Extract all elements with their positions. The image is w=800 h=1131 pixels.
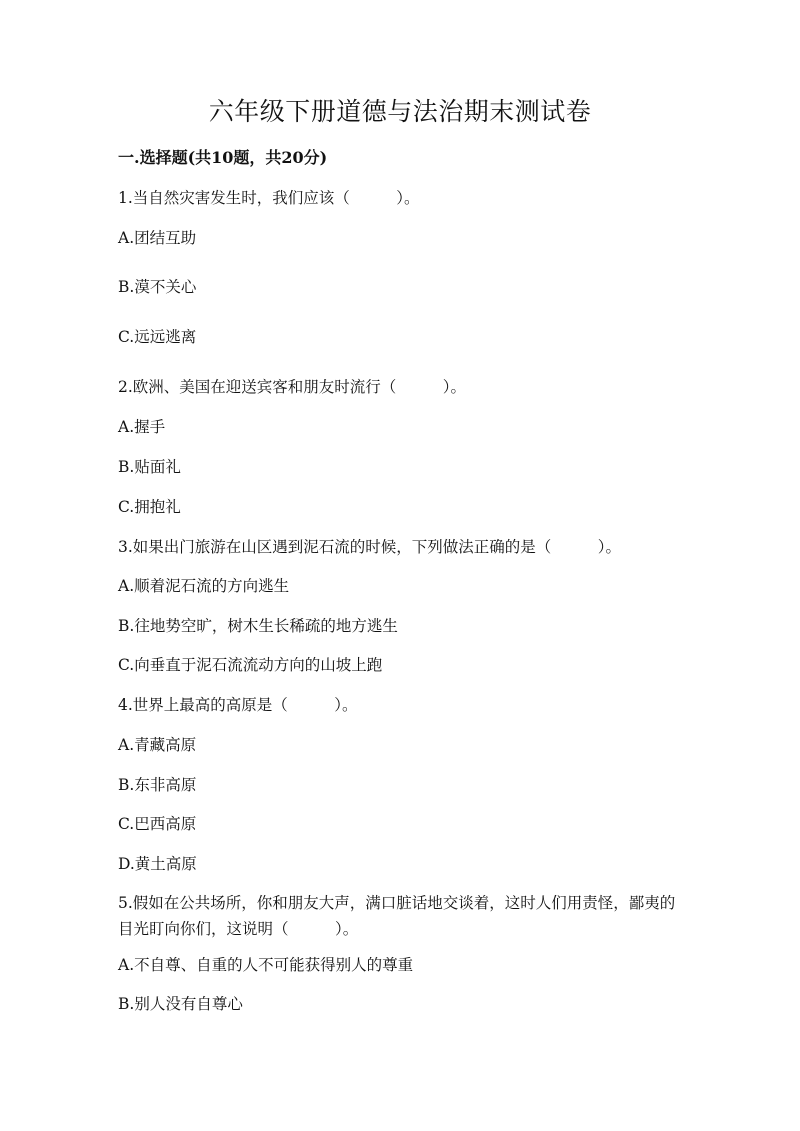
document-title: 六年级下册道德与法治期末测试卷: [208, 97, 592, 126]
question-5-option-b: B.别人没有自尊心: [118, 995, 243, 1013]
question-3-stem: 3.如果出门旅游在山区遇到泥石流的时候，下列做法正确的是（ ）。: [118, 538, 622, 556]
question-4-option-c: C.巴西高原: [118, 815, 197, 833]
section-heading: 一.选择题(共10题，共20分): [118, 148, 328, 167]
question-5-stem: 5.假如在公共场所，你和朋友大声，满口脏话地交谈着，这时人们用责怪，鄙夷的目光盯向你们，这说明（ ）。: [118, 894, 676, 938]
question-1-option-c: C.远远逃离: [118, 328, 197, 346]
question-1-stem: 1.当自然灾害发生时，我们应该（ ）。: [118, 189, 420, 207]
question-2-option-b: B.贴面礼: [118, 458, 181, 476]
question-2-option-c: C.拥抱礼: [118, 498, 181, 516]
question-4-stem: 4.世界上最高的高原是（ ）。: [118, 696, 358, 714]
question-4-option-d: D.黄土高原: [118, 855, 197, 873]
question-4-option-a: A.青藏高原: [118, 736, 197, 754]
question-1-option-a: A.团结互助: [118, 229, 197, 247]
question-3-option-b: B.往地势空旷，树木生长稀疏的地方逃生: [118, 617, 398, 635]
question-4-option-b: B.东非高原: [118, 776, 197, 794]
question-2-option-a: A.握手: [118, 418, 166, 436]
question-3-option-c: C.向垂直于泥石流流动方向的山坡上跑: [118, 656, 383, 674]
question-2-stem: 2.欧洲、美国在迎送宾客和朋友时流行（ ）。: [118, 378, 467, 396]
question-5-option-a: A.不自尊、自重的人不可能获得别人的尊重: [118, 956, 414, 974]
question-1-option-b: B.漠不关心: [118, 278, 197, 296]
question-3-option-a: A.顺着泥石流的方向逃生: [118, 577, 290, 595]
